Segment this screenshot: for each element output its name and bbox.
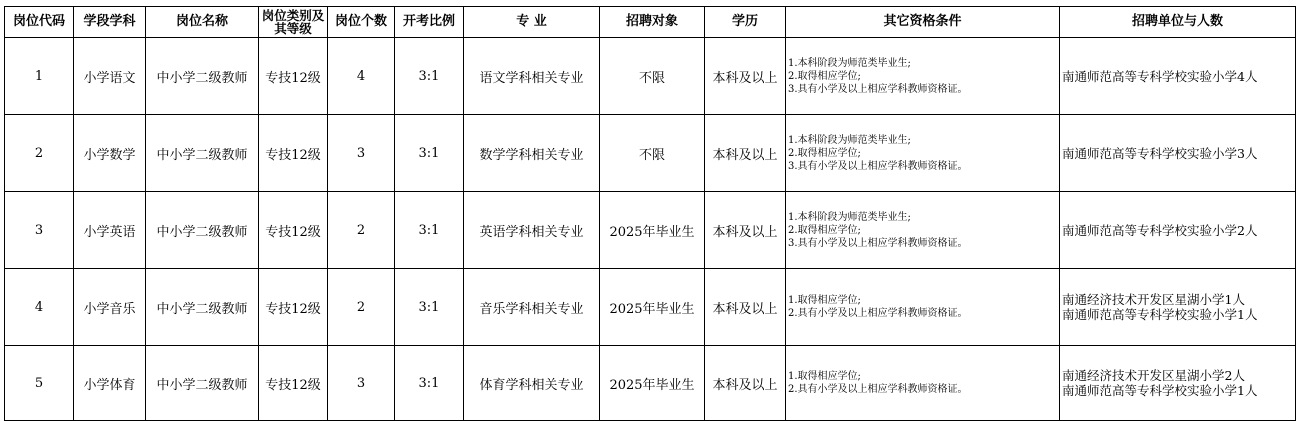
cell-ratio: 3:1 xyxy=(395,269,464,346)
cell-conditions xyxy=(786,115,1060,192)
unit-line: 南通经济技术开发区星湖小学2人 xyxy=(1062,368,1245,383)
unit-line: 南通师范高等专科学校实验小学3人 xyxy=(1062,145,1258,161)
cell-education: 本科及以上 xyxy=(705,115,786,192)
cell-position: 中小学二级教师 xyxy=(146,38,259,115)
header-category: 岗位类别及其等级 xyxy=(259,7,328,38)
cell-education: 本科及以上 xyxy=(705,346,786,421)
cell-category: 专技12级 xyxy=(259,269,328,346)
cell-position: 中小学二级教师 xyxy=(146,192,259,269)
cell-code: 3 xyxy=(5,192,74,269)
cell-target: 2025年毕业生 xyxy=(600,269,705,346)
cell-code: 2 xyxy=(5,115,74,192)
cell-education: 本科及以上 xyxy=(705,192,786,269)
condition-line: 1.本科阶段为师范类毕业生; xyxy=(788,211,911,223)
cell-conditions xyxy=(786,269,1060,346)
condition-line: 3.具有小学及以上相应学科教师资格证。 xyxy=(788,83,968,95)
cell-subject: 小学语文 xyxy=(74,38,146,115)
header-row xyxy=(5,7,1296,38)
header-target: 招聘对象 xyxy=(600,7,705,38)
table-row xyxy=(5,192,1296,269)
cell-count: 2 xyxy=(328,269,395,346)
unit-line: 南通师范高等专科学校实验小学1人 xyxy=(1062,383,1258,398)
cell-code: 1 xyxy=(5,38,74,115)
condition-line: 1.本科阶段为师范类毕业生; xyxy=(788,134,911,146)
cell-category: 专技12级 xyxy=(259,115,328,192)
cell-conditions xyxy=(786,192,1060,269)
cell-ratio: 3:1 xyxy=(395,115,464,192)
header-major: 专 业 xyxy=(464,7,600,38)
condition-line: 2.取得相应学位; xyxy=(788,224,861,236)
cell-target: 不限 xyxy=(600,115,705,192)
header-subject: 学段学科 xyxy=(74,7,146,38)
cell-major: 音乐学科相关专业 xyxy=(464,269,600,346)
condition-line: 2.具有小学及以上相应学科教师资格证。 xyxy=(788,384,968,395)
cell-major: 体育学科相关专业 xyxy=(464,346,600,421)
condition-line: 3.具有小学及以上相应学科教师资格证。 xyxy=(788,237,968,249)
cell-major: 语文学科相关专业 xyxy=(464,38,600,115)
cell-position: 中小学二级教师 xyxy=(146,115,259,192)
cell-education: 本科及以上 xyxy=(705,269,786,346)
cell-count: 3 xyxy=(328,346,395,421)
cell-code: 4 xyxy=(5,269,74,346)
header-count: 岗位个数 xyxy=(328,7,395,38)
cell-position: 中小学二级教师 xyxy=(146,346,259,421)
cell-category: 专技12级 xyxy=(259,192,328,269)
cell-major: 数学学科相关专业 xyxy=(464,115,600,192)
cell-conditions xyxy=(786,346,1060,421)
unit-line: 南通师范高等专科学校实验小学1人 xyxy=(1062,307,1258,322)
cell-units xyxy=(1060,192,1296,269)
header-position: 岗位名称 xyxy=(146,7,259,38)
cell-code: 5 xyxy=(5,346,74,421)
cell-units xyxy=(1060,38,1296,115)
condition-line: 2.具有小学及以上相应学科教师资格证。 xyxy=(788,308,968,319)
recruitment-table xyxy=(4,6,1296,421)
cell-subject: 小学音乐 xyxy=(74,269,146,346)
cell-subject: 小学英语 xyxy=(74,192,146,269)
header-units: 招聘单位与人数 xyxy=(1060,7,1296,38)
condition-line: 1.取得相应学位; xyxy=(788,295,861,306)
header-ratio: 开考比例 xyxy=(395,7,464,38)
cell-count: 4 xyxy=(328,38,395,115)
condition-line: 3.具有小学及以上相应学科教师资格证。 xyxy=(788,160,968,172)
unit-line: 南通师范高等专科学校实验小学2人 xyxy=(1062,222,1258,238)
cell-units xyxy=(1060,269,1296,346)
header-education: 学历 xyxy=(705,7,786,38)
cell-units xyxy=(1060,346,1296,421)
cell-subject: 小学体育 xyxy=(74,346,146,421)
cell-units xyxy=(1060,115,1296,192)
cell-category: 专技12级 xyxy=(259,38,328,115)
condition-line: 1.取得相应学位; xyxy=(788,371,861,382)
cell-count: 2 xyxy=(328,192,395,269)
table-row xyxy=(5,38,1296,115)
cell-subject: 小学数学 xyxy=(74,115,146,192)
cell-major: 英语学科相关专业 xyxy=(464,192,600,269)
unit-line: 南通师范高等专科学校实验小学4人 xyxy=(1062,68,1258,84)
cell-ratio: 3:1 xyxy=(395,346,464,421)
condition-line: 2.取得相应学位; xyxy=(788,70,861,82)
condition-line: 1.本科阶段为师范类毕业生; xyxy=(788,57,911,69)
table-row xyxy=(5,269,1296,346)
cell-target: 不限 xyxy=(600,38,705,115)
cell-category: 专技12级 xyxy=(259,346,328,421)
cell-target: 2025年毕业生 xyxy=(600,346,705,421)
condition-line: 2.取得相应学位; xyxy=(788,147,861,159)
cell-target: 2025年毕业生 xyxy=(600,192,705,269)
cell-education: 本科及以上 xyxy=(705,38,786,115)
table-row xyxy=(5,115,1296,192)
header-code: 岗位代码 xyxy=(5,7,74,38)
unit-line: 南通经济技术开发区星湖小学1人 xyxy=(1062,292,1245,307)
header-conditions: 其它资格条件 xyxy=(786,7,1060,38)
cell-count: 3 xyxy=(328,115,395,192)
cell-position: 中小学二级教师 xyxy=(146,269,259,346)
cell-ratio: 3:1 xyxy=(395,192,464,269)
cell-ratio: 3:1 xyxy=(395,38,464,115)
table-row xyxy=(5,346,1296,421)
cell-conditions xyxy=(786,38,1060,115)
